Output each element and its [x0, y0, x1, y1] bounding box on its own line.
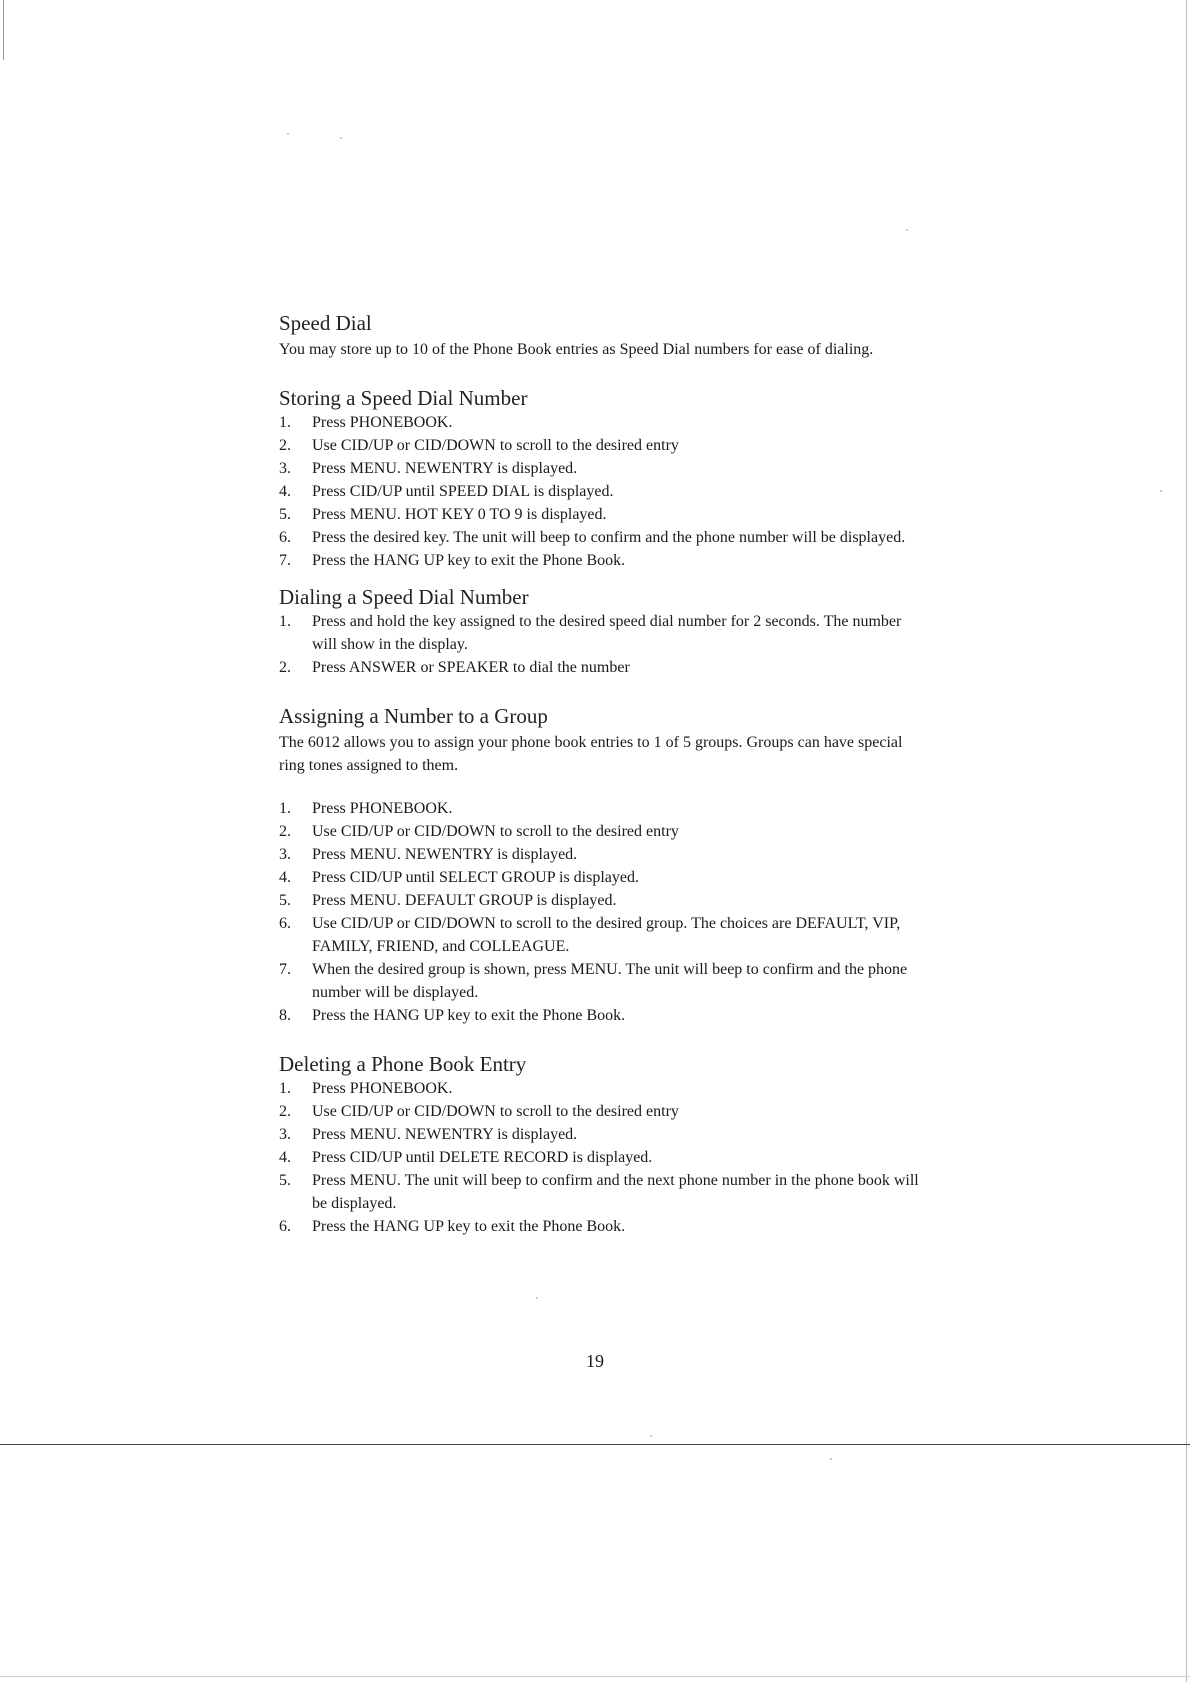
step-text: Press the desired key. The unit will beep to confirm and the phone number will be displayed.: [312, 529, 906, 546]
step-text: Press MENU. NEWENTRY is displayed.: [312, 1126, 578, 1143]
step-item: [279, 1146, 919, 1169]
step-list: [279, 1077, 919, 1238]
step-text: Use CID/UP or CID/DOWN to scroll to the desired entry: [312, 437, 679, 454]
step-number: 1.: [279, 613, 291, 630]
section-intro: You may store up to 10 of the Phone Book entries as Speed Dial numbers for ease of dialing.: [279, 341, 874, 358]
section-title: Dialing a Speed Dial Number: [279, 585, 529, 609]
step-text: Press PHONEBOOK.: [312, 1080, 453, 1097]
step-number: 8.: [279, 1007, 291, 1024]
step-number: 6.: [279, 1218, 291, 1235]
step-item: [279, 1215, 919, 1238]
step-text: Press CID/UP until DELETE RECORD is displayed.: [312, 1149, 653, 1166]
step-text: Use CID/UP or CID/DOWN to scroll to the desired group. The choices are DEFAULT, VIP, FAMILY, FRIEND, and COLLEAGUE.: [312, 915, 901, 955]
step-number: 5.: [279, 892, 291, 909]
step-item: [279, 656, 919, 679]
step-item: [279, 549, 919, 572]
step-item: [279, 1169, 919, 1215]
scan-speck: [287, 133, 289, 135]
step-number: 6.: [279, 915, 291, 932]
scan-speck: [906, 229, 908, 231]
step-text: Press CID/UP until SPEED DIAL is displayed.: [312, 483, 614, 500]
scan-speck: [1160, 490, 1162, 492]
step-number: 5.: [279, 506, 291, 523]
section-title: Storing a Speed Dial Number: [279, 386, 528, 410]
step-number: 3.: [279, 460, 291, 477]
section-speed-dial: [279, 310, 919, 361]
page-fold-line: [0, 1444, 1190, 1445]
step-number: 4.: [279, 483, 291, 500]
page-content: [279, 310, 919, 1238]
step-number: 1.: [279, 414, 291, 431]
step-number: 4.: [279, 869, 291, 886]
page-number: 19: [586, 1351, 604, 1371]
step-list: [279, 610, 919, 679]
step-number: 7.: [279, 961, 291, 978]
step-number: 3.: [279, 1126, 291, 1143]
scan-speck: [830, 1458, 832, 1460]
step-item: [279, 1123, 919, 1146]
step-item: [279, 480, 919, 503]
step-item: [279, 1004, 919, 1027]
step-text: Use CID/UP or CID/DOWN to scroll to the desired entry: [312, 1103, 679, 1120]
step-item: [279, 912, 919, 958]
step-text: Press CID/UP until SELECT GROUP is displayed.: [312, 869, 639, 886]
step-item: [279, 411, 919, 434]
step-item: [279, 843, 919, 866]
scan-edge-bottom: [0, 1676, 1190, 1677]
section-title: Deleting a Phone Book Entry: [279, 1052, 527, 1076]
step-item: [279, 958, 919, 1004]
step-text: Press PHONEBOOK.: [312, 800, 453, 817]
step-text: Press MENU. NEWENTRY is displayed.: [312, 846, 578, 863]
step-number: 2.: [279, 1103, 291, 1120]
step-text: Press MENU. DEFAULT GROUP is displayed.: [312, 892, 617, 909]
step-number: 2.: [279, 437, 291, 454]
step-text: Press the HANG UP key to exit the Phone Book.: [312, 552, 626, 569]
step-item: [279, 866, 919, 889]
scan-speck: [536, 1297, 538, 1299]
step-number: 6.: [279, 529, 291, 546]
step-number: 3.: [279, 846, 291, 863]
step-number: 1.: [279, 1080, 291, 1097]
step-text: Press MENU. HOT KEY 0 TO 9 is displayed.: [312, 506, 607, 523]
section-dialing-speed-dial: [279, 584, 919, 679]
step-text: Press the HANG UP key to exit the Phone Book.: [312, 1007, 626, 1024]
step-item: [279, 1077, 919, 1100]
step-item: [279, 526, 919, 549]
section-assign-group: [279, 703, 919, 1027]
step-text: Press MENU. The unit will beep to confirm and the next phone number in the phone book will be displayed.: [312, 1172, 919, 1212]
scan-speck: [650, 1435, 652, 1437]
step-item: [279, 503, 919, 526]
step-item: [279, 797, 919, 820]
section-storing-speed-dial: [279, 385, 919, 572]
step-item: [279, 434, 919, 457]
step-number: 2.: [279, 659, 291, 676]
step-number: 2.: [279, 823, 291, 840]
step-item: [279, 889, 919, 912]
step-number: 1.: [279, 800, 291, 817]
step-text: Press ANSWER or SPEAKER to dial the number: [312, 659, 630, 676]
step-item: [279, 1100, 919, 1123]
scan-speck: [340, 137, 342, 139]
step-text: Press and hold the key assigned to the desired speed dial number for 2 seconds. The number will show in the display.: [312, 613, 902, 653]
section-intro: The 6012 allows you to assign your phone book entries to 1 of 5 groups. Groups can have special ring tones assigned to them.: [279, 734, 903, 774]
step-text: Press PHONEBOOK.: [312, 414, 453, 431]
step-list: [279, 411, 919, 572]
section-title: Speed Dial: [279, 311, 372, 335]
step-item: [279, 610, 919, 656]
section-delete-entry: [279, 1051, 919, 1238]
step-text: Press MENU. NEWENTRY is displayed.: [312, 460, 578, 477]
section-title: Assigning a Number to a Group: [279, 704, 548, 728]
step-number: 4.: [279, 1149, 291, 1166]
step-text: Press the HANG UP key to exit the Phone Book.: [312, 1218, 626, 1235]
step-item: [279, 457, 919, 480]
step-list: [279, 797, 919, 1027]
step-item: [279, 820, 919, 843]
step-text: Use CID/UP or CID/DOWN to scroll to the desired entry: [312, 823, 679, 840]
scan-edge-right: [1186, 0, 1187, 1682]
step-text: When the desired group is shown, press MENU. The unit will beep to confirm and the phone number will be displayed.: [312, 961, 908, 1001]
step-number: 5.: [279, 1172, 291, 1189]
scan-edge-left: [3, 0, 4, 60]
step-number: 7.: [279, 552, 291, 569]
